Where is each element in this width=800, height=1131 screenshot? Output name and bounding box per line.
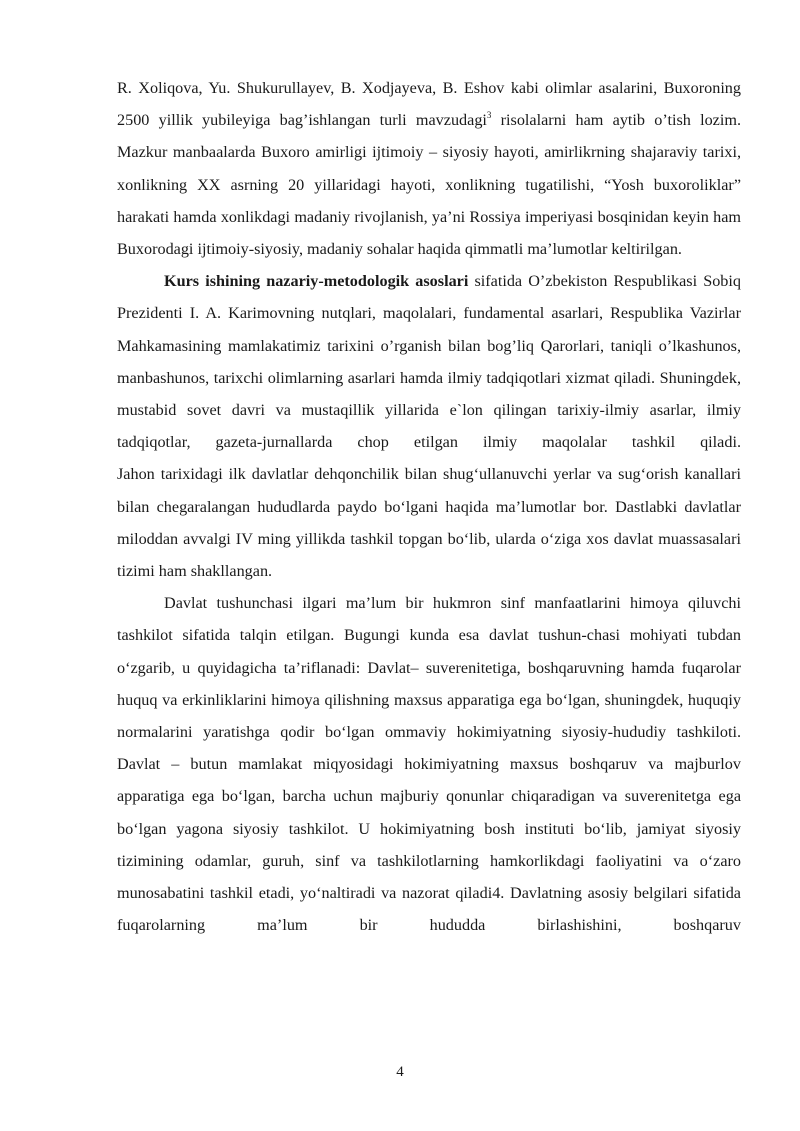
paragraph-sources	[117, 72, 741, 265]
page-number: 4	[396, 1064, 404, 1080]
footnote-reference: 3	[486, 110, 492, 121]
paragraph-text: sifatida O’zbekiston Respublikasi Sobiq Prezidenti I. A. Karimovning nutqlari, maqolalari, fundamental asarlari, Respublika Vazirlar Mahkamasining mamlakatimiz tarixini o’rganish bilan bog’liq Qarorlari, taniqli o’lkashunos, manbashunos, tarixchi olimlarning asarlari hamda ilmiy tadqiqotlari xizmat qiladi. Shuningdek, mustabid sovet davri va mustaqillik yillarida e`lon qilingan tarixiy-ilmiy asarlar, ilmiy tadqiqotlar, gazeta-jurnallarda chop etilgan ilmiy maqolalar tashkil qiladi.	[117, 272, 741, 452]
paragraph-text: R. Xoliqova, Yu. Shukurullayev, B. Xodjayeva, B. Eshov kabi olimlar asalarini, Buxoroning 2500 yillik yubileyiga bag’ishlangan turli mavzudagi	[117, 79, 741, 130]
paragraph-methodology	[117, 265, 741, 458]
bold-lead-phrase: Kurs ishining nazariy-metodologik asoslari	[164, 272, 469, 291]
paragraph-text: Jahon tarixidagi ilk davlatlar dehqonchilik bilan shug‘ullanuvchi yerlar va sug‘orish kanallari bilan chegaralangan hududlarda paydo bo‘lgani haqida ma’lumotlar bor. Dastlabki davlatlar miloddan avvalgi IV ming yillikda tashkil topgan bo‘lib, ularda o‘ziga xos davlat muassasalari tizimi ham shakllangan.	[117, 465, 741, 581]
paragraph-state-definition	[117, 587, 741, 941]
document-page	[117, 72, 741, 941]
paragraph-early-states	[117, 458, 741, 587]
paragraph-text: risolalarni ham aytib o’tish lozim. Mazkur manbaalarda Buxoro amirligi ijtimoiy – siyosiy hayoti, amirlikrning shajaraviy tarixi, xonlikning XX asrning 20 yillaridagi hayoti, xonlikning tugatilishi, “Yosh buxoroliklar” harakati hamda xonlikdagi madaniy rivojlanish, ya’ni Rossiya imperiyasi bosqinidan keyin ham Buxorodagi ijtimoiy-siyosiy, madaniy sohalar haqida qimmatli ma’lumotlar keltirilgan.	[117, 111, 741, 259]
paragraph-text: Davlat tushunchasi ilgari ma’lum bir hukmron sinf manfaatlarini himoya qiluvchi tashkilot sifatida talqin etilgan. Bugungi kunda esa davlat tushun-chasi mohiyati tubdan o‘zgarib, u quyidagicha ta’riflanadi: Davlat– suverenitetiga, boshqaruvning hamda fuqarolar huquq va erkinliklarini himoya qilishning maxsus apparatiga ega bo‘lgan, shuningdek, huquqiy normalarini yaratishga qodir bo‘lgan ommaviy hokimiyatning siyosiy-hududiy tashkiloti. Davlat – butun mamlakat miqyosidagi hokimiyatning maxsus boshqaruv va majburlov apparatiga ega bo‘lgan, barcha uchun majburiy qonunlar chiqaradigan va suverenitetga ega bo‘lgan yagona siyosiy tashkilot. U hokimiyatning bosh instituti bo‘lib, jamiyat siyosiy tizimining odamlar, guruh, sinf va tashkilotlarning hamkorlikdagi faoliyatini va o‘zaro munosabatini tashkil etadi, yo‘naltiradi va nazorat qiladi4. Davlatning asosiy belgilari sifatida fuqarolarning ma’lum bir hududda birlashishini, boshqaruv	[117, 594, 741, 935]
